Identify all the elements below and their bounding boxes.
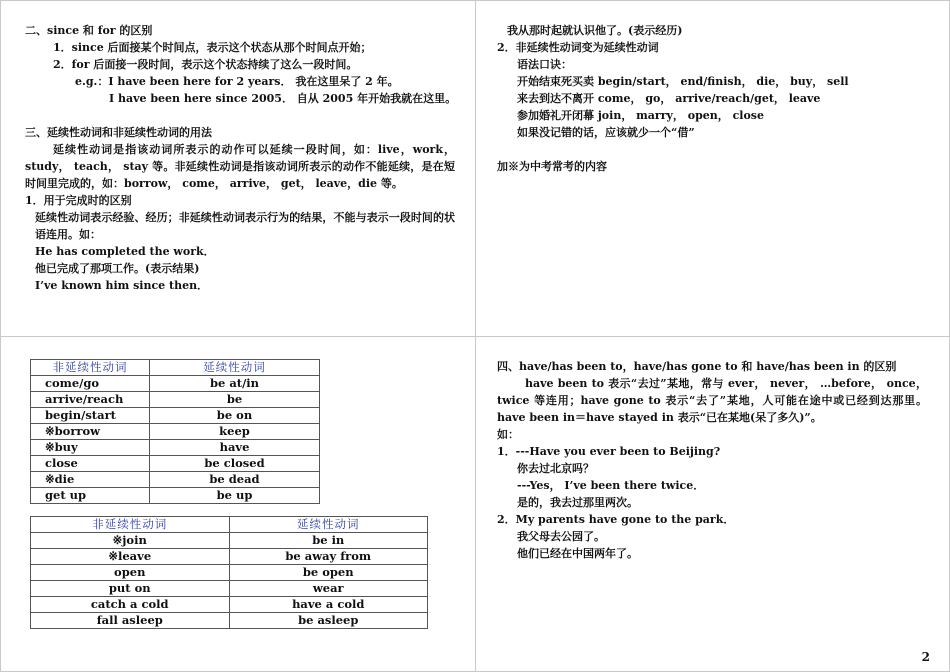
table-row [31,488,320,504]
table-cell: close [31,456,150,472]
rhyme-title: 语法口诀： [517,58,572,71]
for-rule: 2．for 后面接一段时间，表示这个状态持续了这么一段时间。 [53,58,358,71]
table-cell: ※borrow [31,424,150,440]
table-cell: be up [150,488,320,504]
table-row [31,613,428,629]
table-row [31,456,320,472]
column-header-durative: 延续性动词 [150,360,320,376]
table-cell: be away from [229,549,428,565]
section-heading-verbs: 三、延续性动词和非延续性动词的用法 [25,126,212,139]
example-translation: 你去过北京吗？ [517,462,594,475]
table-row [31,472,320,488]
table-cell: catch a cold [31,597,230,613]
subheading-perfect-tense: 1．用于完成时的区别 [25,194,132,207]
rhyme-line: 开始结束死买卖 begin/start， end/finish， die， buy， sell [517,75,849,88]
table-cell: be open [229,565,428,581]
table-cell: get up [31,488,150,504]
table-cell: have a cold [229,597,428,613]
table-cell: begin/start [31,408,150,424]
section-heading-since-for: 二、since 和 for 的区别 [25,24,153,37]
exam-note: 加※为中考常考的内容 [497,160,607,173]
example-translation: 我父母去公园了。 [517,530,605,543]
verb-table-2 [30,516,428,629]
table-row [31,440,320,456]
table-row [31,392,320,408]
table-cell: keep [150,424,320,440]
subheading-convert: 2．非延续性动词变为延续性动词 [497,41,659,54]
example-question: 1．---Have you ever been to Beijing? [497,445,721,458]
perfect-tense-explanation: 延续性动词表示经验、经历；非延续性动词表示行为的结果，不能与表示一段时间的状语连用。如： [35,211,455,241]
slide-top-right [497,22,927,175]
example-translation: 他们已经在中国两年了。 [517,547,638,560]
table-cell: ※join [31,533,230,549]
slide-top-left [25,22,455,294]
example-sentence: I’ve known him since then． [35,279,209,292]
table-row [31,376,320,392]
table-cell: fall asleep [31,613,230,629]
example-translation: 我从那时起就认识他了。(表示经历) [507,24,683,37]
slide-bottom-right [497,358,927,562]
table-cell: come/go [31,376,150,392]
example-for: e.g.：I have been here for 2 years． 我在这里呆了 2 年。 [75,75,399,88]
rhyme-line: 来去到达不离开 come， go， arrive/reach/get， leave [517,92,821,105]
table-row [31,597,428,613]
verbs-definition: 延续性动词是指该动词所表示的动作可以延续一段时间，如：live，work， study， teach， stay 等。非延续性动词是指该动词所表示的动作不能延续，是在短时间里完成的，如：borrow， come， arrive， get， leave，die 等。 [25,143,455,190]
table-cell: be on [150,408,320,424]
table-cell: be at/in [150,376,320,392]
table-cell: open [31,565,230,581]
table-row [31,424,320,440]
section-heading-been-gone: 四、have/has been to，have/has gone to 和 have/has been in 的区别 [497,360,897,373]
table-row [31,408,320,424]
table-row [31,565,428,581]
table-cell: wear [229,581,428,597]
examples-label: 如： [497,428,519,441]
table-cell: put on [31,581,230,597]
verb-table-1 [30,359,320,504]
example-sentence: He has completed the work． [35,245,215,258]
column-header-non-durative: 非延续性动词 [31,517,230,533]
table-row [31,581,428,597]
table-header-row [31,517,428,533]
table-cell: ※die [31,472,150,488]
table-cell: be closed [150,456,320,472]
example-since: I have been here since 2005． 自从 2005 年开始我就在这里。 [109,92,457,105]
table-row [31,533,428,549]
rhyme-line: 参加婚礼开闭幕 join， marry， open， close [517,109,764,122]
rhyme-line: 如果没记错的话，应该就少一个“借” [517,126,695,139]
been-gone-explanation: have been to 表示“去过”某地，常与 ever， never， …before， once，twice 等连用；have gone to 表示“去了”某地，人可能在途中或已经到达那里。have been in＝have stayed in 表示“已在某地(呆了多久)”。 [497,377,927,424]
table-cell: have [150,440,320,456]
table-cell: ※leave [31,549,230,565]
since-rule: 1．since 后面接某个时间点，表示这个状态从那个时间点开始； [53,41,372,54]
example-answer: ---Yes， I’ve been there twice． [517,479,705,492]
column-header-durative: 延续性动词 [229,517,428,533]
example-translation: 他已完成了那项工作。(表示结果) [35,262,200,275]
horizontal-divider [0,336,950,337]
table-header-row [31,360,320,376]
example-sentence: 2．My parents have gone to the park． [497,513,735,526]
table-cell: be in [229,533,428,549]
table-cell: be [150,392,320,408]
table-cell: be dead [150,472,320,488]
example-translation: 是的，我去过那里两次。 [517,496,638,509]
table-cell: ※buy [31,440,150,456]
table-row [31,549,428,565]
page-number: 2 [921,650,930,664]
table-cell: be asleep [229,613,428,629]
table-cell: arrive/reach [31,392,150,408]
column-header-non-durative: 非延续性动词 [31,360,150,376]
